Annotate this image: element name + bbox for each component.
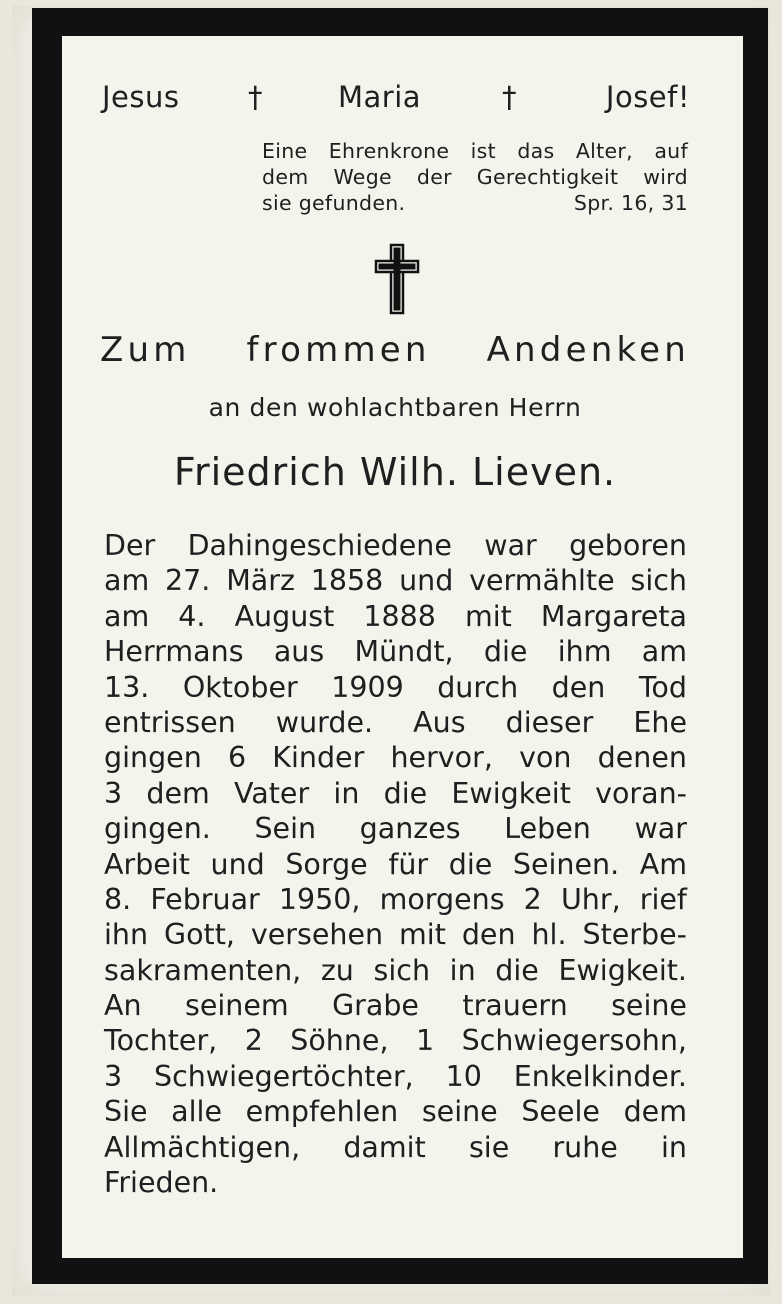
obituary-line: gingen. Sein ganzes Leben war [104,812,687,846]
obituary-line: Frieden. [104,1166,219,1200]
invocation-jesus: Jesus [102,80,180,114]
obituary-line: Der Dahingeschiedene war geboren [104,529,687,562]
invocation-cross-right: † [502,80,517,114]
obituary-line: am 4. August 1888 mit Margareta [104,599,687,633]
invocation-cross-left: † [248,80,263,114]
deceased-name: Friedrich Wilh. Lieven. [173,450,617,494]
obituary-line: gingen 6 Kinder hervor, von denen [104,741,687,775]
bible-quote [262,138,688,216]
quote-line-last [262,190,688,216]
obituary-line: am 27. März 1858 und vermählte sich [104,564,687,598]
obituary-line: An seinem Grabe trauern seine [104,989,687,1023]
obituary-line: 3 dem Vater in die Ewigkeit voran- [104,776,687,810]
quote-reference: Spr. 16, 31 [573,191,688,215]
invocation-header [102,80,690,120]
quote-line: Eine Ehrenkrone ist das Alter, auf [262,139,688,163]
obituary-line: 8. Februar 1950, morgens 2 Uhr, rief [104,882,687,916]
obituary-line: Arbeit und Sorge für die Seinen. Am [104,847,687,881]
obituary-line: entrissen wurde. Aus dieser Ehe [104,705,687,739]
memorial-subtitle: an den wohlachtbaren Herrn [208,393,582,422]
obituary-line: Herrmans aus Mündt, die ihm am [104,635,687,669]
latin-cross-icon [373,243,421,315]
obituary-line: 13. Oktober 1909 durch den Tod [104,670,687,704]
obituary-line: Tochter, 2 Söhne, 1 Schwiegersohn, [104,1024,687,1058]
obituary-line: 3 Schwiegertöchter, 10 Enkelkinder. [104,1059,687,1093]
obituary-text [104,528,687,1200]
obituary-line: sakramenten, zu sich in die Ewigkeit. [104,953,687,987]
memorial-title: Zum frommen Andenken [100,330,690,370]
obituary-line: ihn Gott, versehen mit den hl. Sterbe- [104,918,687,952]
invocation-maria: Maria [338,80,422,114]
invocation-josef: Josef! [605,80,690,114]
quote-line: dem Wege der Gerechtigkeit wird [262,165,688,189]
obituary-line: Sie alle empfehlen seine Seele dem [104,1095,687,1129]
quote-text-end: sie gefunden. [262,191,406,215]
obituary-line: Allmächtigen, damit sie ruhe in [104,1130,687,1164]
